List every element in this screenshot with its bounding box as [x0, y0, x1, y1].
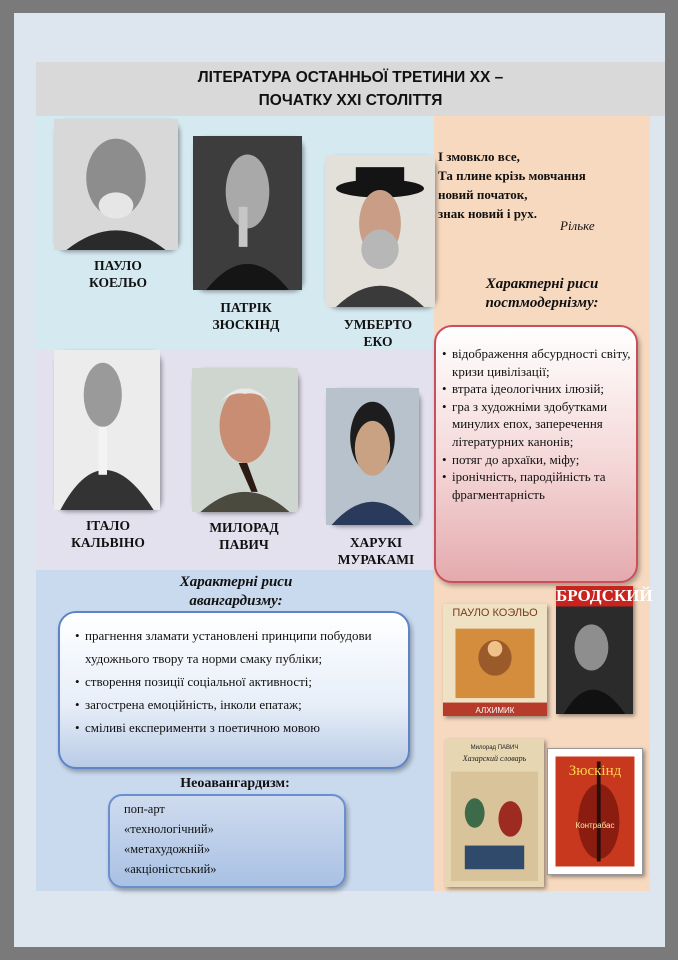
author-name-coelho: ПАУЛО КОЕЛЬО — [89, 258, 147, 290]
epigraph-poem: І змовкло все, Та плине крізь мовчання новий початок, знак новий і рух. — [438, 149, 586, 221]
portrait-pavic — [192, 368, 298, 512]
book-author-pavic: Милорад ПАВИЧ — [470, 745, 519, 751]
list-item: «метахудожній» — [124, 842, 211, 856]
avantgarde-list — [75, 624, 405, 739]
author-name-calvino: ІТАЛО КАЛЬВІНО — [71, 518, 145, 550]
list-item: • гра з художніми здобутками минулих епох, заперечення літературних канонів; — [442, 398, 608, 449]
list-item: • іронічність, пародійність та фрагментарність — [442, 469, 606, 502]
list-item: • загострена емоційність, інколи епатаж; — [75, 697, 302, 712]
portrait-eco — [325, 155, 435, 307]
author-name-pavic: МИЛОРАД ПАВИЧ — [209, 520, 279, 552]
author-name-murakami: ХАРУКІ МУРАКАМІ — [337, 535, 415, 567]
postmodernism-list — [442, 345, 638, 503]
book-cover-contrabass — [547, 748, 643, 875]
book-title-contrabass: Контрабас — [575, 821, 615, 830]
list-item: • втрата ідеологічних ілюзій; — [442, 381, 605, 397]
list-item: • потяг до архаїки, міфу; — [442, 451, 580, 467]
title-line-1: ЛІТЕРАТУРА ОСТАННЬОЇ ТРЕТИНИ ХХ – — [197, 69, 504, 86]
book-cover-alchemist — [443, 604, 547, 716]
list-item: • створення позиції соціальної активності; — [75, 674, 312, 689]
portrait-suskind — [193, 136, 302, 290]
epigraph-author: Рільке — [560, 218, 595, 233]
book-title-alchemist: АЛХИМИК — [475, 706, 515, 715]
list-item: • відображення абсурдності світу, кризи цивілізації; — [442, 346, 631, 379]
book-cover-khazar — [445, 739, 544, 887]
book-cover-brodsky — [556, 586, 653, 714]
book-author-brodsky: БРОДСКИЙ — [556, 586, 653, 605]
list-item: «технологічний» — [124, 822, 214, 836]
neoavantgarde-list — [124, 799, 217, 879]
neoavantgarde-heading: Неоавангардизм: — [180, 776, 290, 791]
list-item: • прагнення зламати установлені принципи побудови художнього твору та норми смаку публіки; — [75, 628, 372, 666]
list-item: поп-арт — [124, 802, 165, 816]
portrait-coelho — [54, 119, 178, 250]
list-item: «акціоністський» — [124, 862, 217, 876]
book-author-coelho: ПАУЛО КОЭЛЬО — [452, 607, 538, 619]
page-title — [36, 62, 665, 116]
book-author-suskind: Зюскінд — [568, 763, 622, 779]
postmodernism-heading: Характерні риси постмодернізму: — [485, 276, 599, 311]
book-title-khazar: Хазарский словарь — [462, 754, 527, 763]
portrait-calvino — [54, 350, 160, 510]
title-line-2: ПОЧАТКУ ХХІ СТОЛІТТЯ — [258, 92, 443, 109]
avantgarde-heading: Характерні риси авангардизму: — [179, 574, 293, 609]
author-name-eco: УМБЕРТО ЕКО — [343, 317, 413, 349]
portrait-murakami — [326, 388, 419, 525]
list-item: • сміливі експерименти з поетичною мовою — [75, 720, 320, 735]
author-name-suskind: ПАТРІК ЗЮСКІНД — [212, 300, 280, 332]
